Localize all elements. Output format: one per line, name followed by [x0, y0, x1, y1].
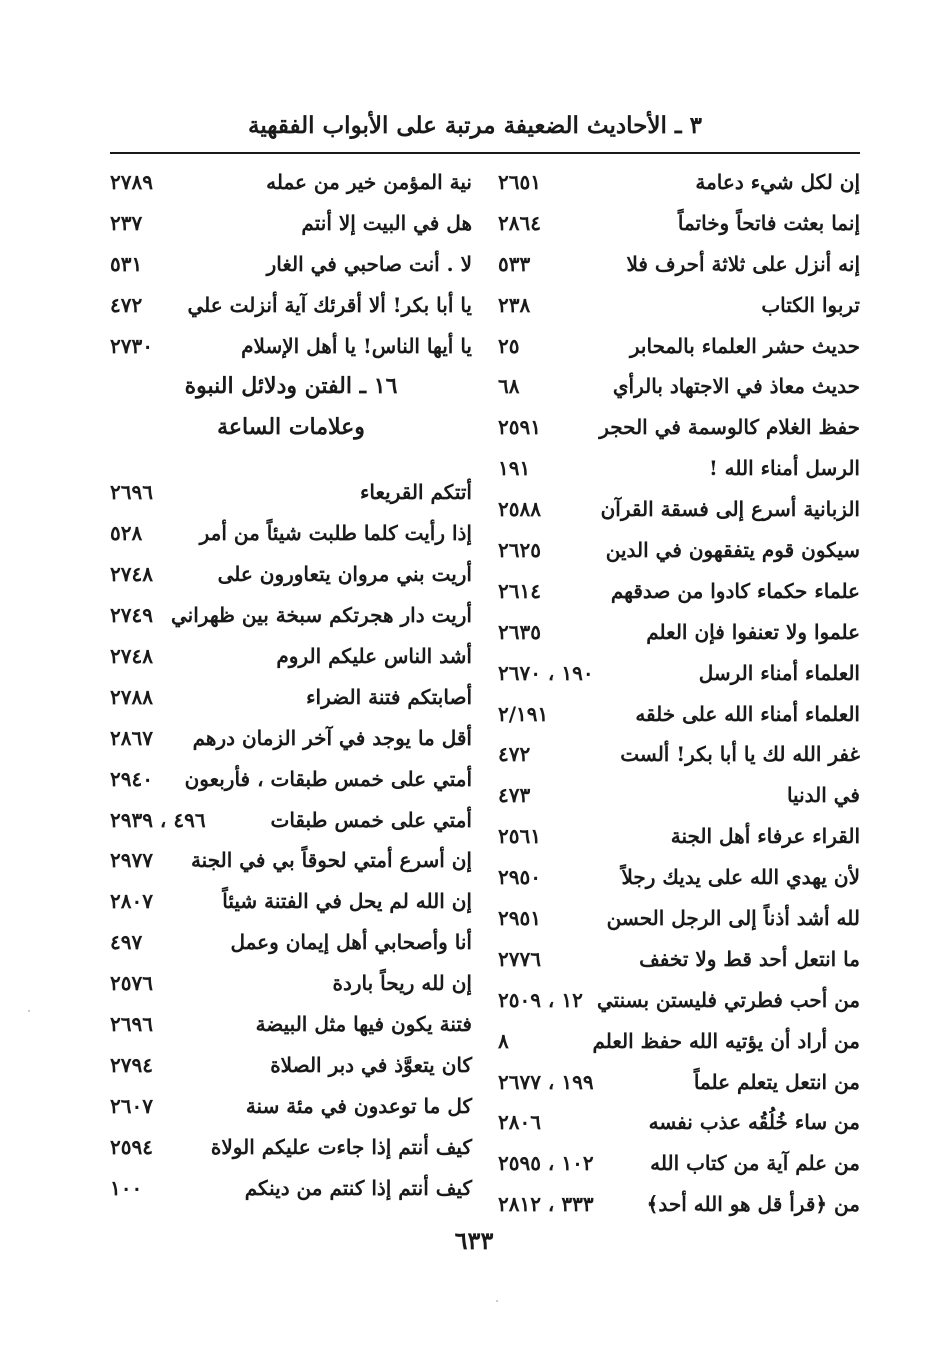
- hadith-reference-number: ٤٩٧: [110, 930, 143, 955]
- index-entry: [110, 472, 472, 513]
- hadith-text: أريت دار هجرتكم سبخة بين ظهراني: [171, 603, 472, 628]
- hadith-reference-number: ٤٩٦ ، ٢٩٣٩: [110, 807, 206, 832]
- hadith-text: من ساء خُلُقُه عذب نفسه: [648, 1110, 860, 1135]
- hadith-text: يا أبا بكر! ألا أقرئك آية أنزلت علي: [187, 292, 472, 317]
- hadith-reference-number: ٥٣١: [110, 251, 143, 276]
- hadith-reference-number: ٤٧٣: [498, 783, 531, 808]
- hadith-text: إن أسرع أمتي لحوقاً بي في الجنة: [190, 848, 472, 873]
- index-entry: [110, 326, 472, 367]
- index-entry: [498, 653, 860, 694]
- hadith-reference-number: ٢٨٠٦: [498, 1110, 541, 1135]
- hadith-text: من أحب فطرتي فليستن بسنتي: [596, 987, 860, 1012]
- hadith-text: الرسل أمناء الله !: [708, 456, 860, 481]
- index-entry: [498, 857, 860, 898]
- hadith-text: كيف أنتم إذا كنتم من دينكم: [244, 1175, 472, 1200]
- index-entry: [110, 1127, 472, 1168]
- hadith-text: العلماء أمناء الله على خلقه: [635, 701, 860, 726]
- hadith-reference-number: ٢٧٣٠: [110, 333, 153, 358]
- index-entry: [498, 285, 860, 326]
- index-entry: [498, 326, 860, 367]
- scan-speck: [496, 1300, 498, 1302]
- hadith-reference-number: ٢٦٠٧: [110, 1093, 153, 1118]
- hadith-text: حفظ الغلام كالوسمة في الحجر: [599, 415, 860, 440]
- hadith-reference-number: ٢٧٤٨: [110, 562, 153, 587]
- index-entry: [110, 244, 472, 285]
- hadith-text: العلماء أمناء الرسل: [698, 660, 860, 685]
- section-heading-line2: وعلامات الساعة: [217, 414, 365, 441]
- hadith-reference-number: ٢٥٩١: [498, 415, 541, 440]
- hadith-text: إن لله ريحاً باردة: [332, 971, 472, 996]
- hadith-text: الزبانية أسرع إلى فسقة القرآن: [600, 497, 860, 522]
- hadith-text: أتتكم القريعاء: [360, 480, 472, 505]
- hadith-text: أمتي على خمس طبقات: [270, 807, 472, 832]
- hadith-text: لأن يهدي الله على يديك رجلاً: [621, 865, 860, 890]
- hadith-text: يا أيها الناس! يا أهل الإسلام: [241, 333, 472, 358]
- hadith-reference-number: ٢٥٦١: [498, 824, 541, 849]
- section-heading-line1: ١٦ ـ الفتن ودلائل النبوة: [184, 373, 398, 400]
- header-rule: [110, 152, 860, 154]
- hadith-reference-number: ٢٧٧٦: [498, 946, 541, 971]
- hadith-reference-number: ٢٨٦٤: [498, 210, 541, 235]
- index-column-left: [110, 162, 472, 1208]
- hadith-reference-number: ٢٨٠٧: [110, 889, 153, 914]
- index-entry: [498, 407, 860, 448]
- hadith-text: لله أشد أذناً إلى الرجل الحسن: [606, 906, 860, 931]
- hadith-text: أنا وأصحابي أهل إيمان وعمل: [230, 930, 472, 955]
- index-entry: [110, 759, 472, 800]
- index-entry: [110, 1168, 472, 1209]
- hadith-reference-number: ٢٩٧٧: [110, 848, 153, 873]
- index-entry: [110, 636, 472, 677]
- hadith-text: حديث حشر العلماء بالمحابر: [629, 333, 860, 358]
- index-entry: [110, 285, 472, 326]
- left-entries-bottom: [110, 472, 472, 1208]
- hadith-reference-number: ٢٥٧٦: [110, 971, 153, 996]
- hadith-reference-number: ٢/١٩١: [498, 701, 549, 726]
- index-entry: [110, 677, 472, 718]
- index-entry: [498, 775, 860, 816]
- hadith-reference-number: ٢٧٤٨: [110, 644, 153, 669]
- index-entry: [498, 244, 860, 285]
- hadith-text: إذا رأيت كلما طلبت شيئاً من أمر: [199, 521, 472, 546]
- running-header-title: ٣ ـ الأحاديث الضعيفة مرتبة على الأبواب الفقهية: [247, 112, 703, 139]
- hadith-reference-number: ٥٣٣: [498, 251, 531, 276]
- index-entry: [110, 881, 472, 922]
- hadith-reference-number: ٢٥٨٨: [498, 497, 541, 522]
- index-entry: [498, 1143, 860, 1184]
- left-entries-top: [110, 162, 472, 366]
- index-entry: [498, 203, 860, 244]
- index-entry: [498, 734, 860, 775]
- hadith-reference-number: ٢٥٩٤: [110, 1134, 153, 1159]
- hadith-text: هل في البيت إلا أنتم: [301, 210, 472, 235]
- index-entry: [110, 922, 472, 963]
- index-column-right: [498, 162, 860, 1225]
- index-entry: [110, 203, 472, 244]
- hadith-reference-number: ٢٦٢٥: [498, 538, 541, 563]
- index-entry: [498, 612, 860, 653]
- hadith-reference-number: ٢٨٦٧: [110, 725, 153, 750]
- hadith-text: أقل ما يوجد في آخر الزمان درهم: [192, 725, 472, 750]
- hadith-reference-number: ١٩١: [498, 456, 531, 481]
- hadith-text: لا . أنت صاحبي في الغار: [266, 251, 472, 276]
- index-entry: [498, 1102, 860, 1143]
- index-entry: [110, 963, 472, 1004]
- hadith-reference-number: ٨: [498, 1028, 509, 1053]
- hadith-reference-number: ٣٣٣ ، ٢٨١٢: [498, 1192, 594, 1217]
- hadith-text: إن الله لم يحل في الفتنة شيئاً: [222, 889, 472, 914]
- hadith-text: إنه أنزل على ثلاثة أحرف فلا: [626, 251, 860, 276]
- hadith-text: فتنة يكون فيها مثل البيضة: [255, 1012, 472, 1037]
- hadith-reference-number: ٢٧٩٤: [110, 1052, 153, 1077]
- hadith-text: في الدنيا: [786, 783, 860, 808]
- hadith-text: إنما بعثت فاتحاً وخاتماً: [677, 210, 860, 235]
- index-entry: [498, 571, 860, 612]
- index-entry: [110, 1045, 472, 1086]
- hadith-reference-number: ٢٦٩٦: [110, 480, 153, 505]
- hadith-reference-number: ٢٦٥١: [498, 170, 541, 194]
- index-entry: [110, 840, 472, 881]
- index-entry: [110, 162, 472, 203]
- index-entry: [498, 448, 860, 489]
- hadith-reference-number: ٢٩٥٠: [498, 865, 541, 890]
- hadith-reference-number: ٢٣٧: [110, 210, 143, 235]
- hadith-reference-number: ١٩٩ ، ٢٦٧٧: [498, 1069, 594, 1094]
- index-entry: [110, 595, 472, 636]
- hadith-reference-number: ٢٦١٤: [498, 578, 541, 603]
- index-entry: [498, 530, 860, 571]
- hadith-reference-number: ١٩٠ ، ٢٦٧٠: [498, 660, 594, 685]
- hadith-text: كل ما توعدون في مئة سنة: [245, 1093, 472, 1118]
- hadith-text: أمتي على خمس طبقات ، فأربعون: [184, 766, 472, 791]
- index-entry: [498, 1021, 860, 1062]
- index-entry: [498, 162, 860, 203]
- hadith-text: من علم آية من كتاب الله: [650, 1151, 860, 1176]
- hadith-reference-number: ١٢ ، ٢٥٠٩: [498, 987, 583, 1012]
- hadith-text: أصابتكم فتنة الضراء: [306, 684, 472, 709]
- hadith-text: كيف أنتم إذا جاءت عليكم الولاة: [210, 1134, 472, 1159]
- index-entry: [498, 939, 860, 980]
- index-entry: [498, 1062, 860, 1103]
- index-entry: [498, 694, 860, 735]
- hadith-reference-number: ٢٣٨: [498, 292, 531, 317]
- hadith-text: تربوا الكتاب: [761, 292, 860, 317]
- hadith-reference-number: ٢٥: [498, 333, 520, 358]
- hadith-reference-number: ٤٧٢: [498, 742, 531, 767]
- index-entry: [110, 554, 472, 595]
- index-entry: [498, 366, 860, 407]
- hadith-text: من ﴿قرأ قل هو الله أحد﴾: [646, 1192, 860, 1217]
- index-entry: [110, 800, 472, 841]
- hadith-text: كان يتعوَّذ في دبر الصلاة: [270, 1052, 472, 1077]
- index-entry: [498, 1184, 860, 1225]
- hadith-text: أريت بني مروان يتعاورون على: [217, 562, 472, 587]
- hadith-text: نية المؤمن خير من عمله: [266, 170, 472, 194]
- index-entry: [498, 489, 860, 530]
- hadith-text: إن لكل شيء دعامة: [695, 170, 860, 194]
- index-entry: [498, 816, 860, 857]
- index-entry: [110, 1004, 472, 1045]
- hadith-text: سيكون قوم يتفقهون في الدين: [605, 538, 860, 563]
- hadith-reference-number: ٢٩٥١: [498, 906, 541, 931]
- index-entry: [110, 718, 472, 759]
- hadith-reference-number: ١٠٠: [110, 1175, 143, 1200]
- index-entry: [498, 980, 860, 1021]
- index-entry: [498, 898, 860, 939]
- index-entry: [110, 1086, 472, 1127]
- hadith-reference-number: ٢٦٩٦: [110, 1012, 153, 1037]
- page-number: ٦٣٣: [454, 1226, 494, 1255]
- hadith-text: حديث معاذ في الاجتهاد بالرأي: [612, 374, 860, 399]
- hadith-reference-number: ٢٧٨٨: [110, 684, 153, 709]
- hadith-reference-number: ١٠٢ ، ٢٥٩٥: [498, 1151, 594, 1176]
- index-entry: [110, 513, 472, 554]
- hadith-text: القراء عرفاء أهل الجنة: [670, 824, 860, 849]
- hadith-text: أشد الناس عليكم الروم: [276, 644, 472, 669]
- hadith-reference-number: ٢٩٤٠: [110, 766, 153, 791]
- section-spacer: [110, 448, 472, 472]
- hadith-reference-number: ٢٦٣٥: [498, 619, 541, 644]
- scan-speck: [28, 1010, 30, 1012]
- hadith-text: علموا ولا تعنفوا فإن العلم: [646, 619, 860, 644]
- hadith-text: غفر الله لك يا أبا بكر! ألست: [620, 742, 860, 767]
- hadith-reference-number: ٢٧٨٩: [110, 170, 153, 194]
- hadith-text: علماء حكماء كادوا من صدقهم: [610, 578, 860, 603]
- hadith-reference-number: ٥٢٨: [110, 521, 143, 546]
- hadith-text: من انتعل يتعلم علماً: [693, 1069, 860, 1094]
- hadith-text: ما انتعل أحد قط ولا تخفف: [639, 946, 860, 971]
- hadith-reference-number: ٤٧٢: [110, 292, 143, 317]
- hadith-reference-number: ٦٨: [498, 374, 520, 399]
- hadith-reference-number: ٢٧٤٩: [110, 603, 153, 628]
- hadith-text: من أراد أن يؤتيه الله حفظ العلم: [592, 1028, 860, 1053]
